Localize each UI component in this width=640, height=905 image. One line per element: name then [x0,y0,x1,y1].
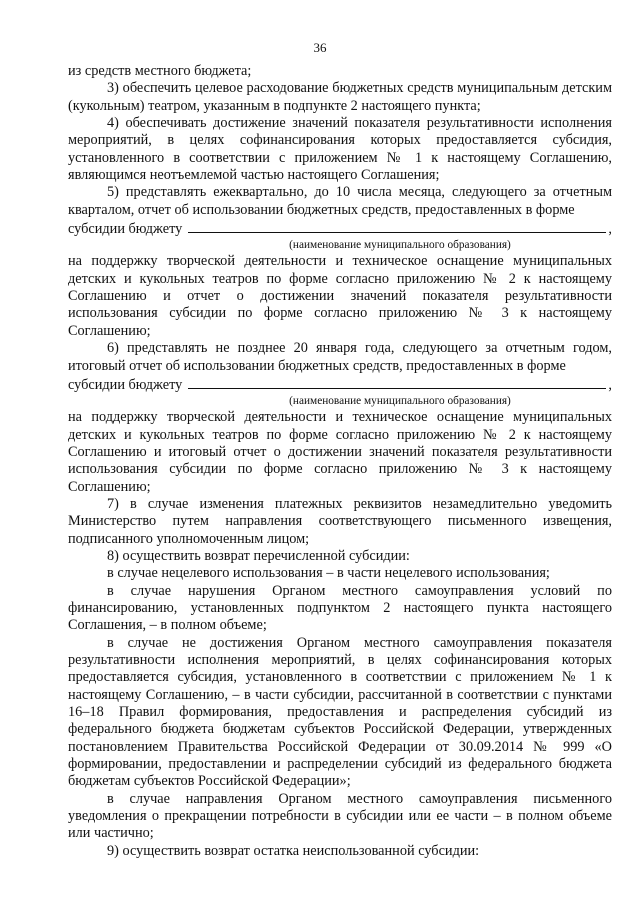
blank-underline [188,219,606,233]
paragraph: из средств местного бюджета; [68,63,252,79]
field-caption: (наименование муниципального образования) [289,239,511,252]
blank-fill-line [68,375,612,394]
fill-line-label: субсидии бюджету [68,221,183,238]
page-number: 36 [313,40,327,55]
paragraph: 6) представлять не позднее 20 января года, следующего за отчетным годом, итоговый отчет об использовании бюджетных средств, предоставленных в форме [68,340,612,374]
paragraph: на поддержку творческой деятельности и техническое оснащение муниципальных детских и кукольных театров по форме согласно приложению № 2 к настоящему Соглашению и итоговый отчет о достижении значений показателя результативности использования субсидии по форме согласно приложению № 3 к настоящему Соглашению; [68,409,612,495]
blank-underline [188,375,606,389]
fill-line-end: , [608,376,612,393]
paragraph: 7) в случае изменения платежных реквизитов незамедлительно уведомить Министерство путем направления соответствующего письменного извещения, подписанного уполномоченным лицом; [68,495,612,547]
paragraph: 4) обеспечивать достижение значений показателя результативности исполнения мероприятий, в целях софинансирования которых предоставляется субсидия, установленного в соответствии с приложением № 1 к настоящему Соглашению, являющимся неотъемлемой частью настоящего Соглашения; [68,115,612,184]
paragraph: 9) осуществить возврат остатка неиспользованной субсидии: [107,842,480,859]
field-caption: (наименование муниципального образования) [289,395,511,408]
fill-line-label: субсидии бюджету [68,376,183,393]
blank-fill-line [68,219,612,238]
paragraph: 5) представлять ежеквартально, до 10 числа месяца, следующего за отчетным кварталом, отчет об использовании бюджетных средств, предоставленных в форме [68,184,612,218]
paragraph: в случае нарушения Органом местного самоуправления условий по финансированию, установленных подпунктом 2 настоящего пункта настоящего Соглашения, – в полном объеме; [68,582,612,634]
paragraph: 8) осуществить возврат перечисленной субсидии: [107,547,410,564]
paragraph: 3) обеспечить целевое расходование бюджетных средств муниципальным детским (кукольным) театром, указанным в подпункте 2 настоящего пункта; [68,80,612,114]
fill-line-end: , [608,221,612,238]
paragraph: в случае не достижения Органом местного самоуправления показателя результативности исполнения мероприятий, в целях софинансирования которых предоставляется субсидия, установленного в соответствии с приложением № 1 к настоящему Соглашению, – в части субсидии, рассчитанной в соответствии с пунктами 16–18 Правил формирования, предоставления и распределения субсидий из федерального бюджета бюджетам субъектов Российской Федерации, утвержденных постановлением Правительства Российской Федерации от 30.09.2014 № 999 «О формировании, предоставлении и распределении субсидий из федерального бюджета бюджетам субъектов Российской Федерации»; [68,634,612,790]
document-body [68,63,612,860]
paragraph: в случае направления Органом местного самоуправления письменного уведомления о прекращении потребности в субсидии или ее части – в полном объеме или частично; [68,790,612,842]
paragraph: в случае нецелевого использования – в части нецелевого использования; [107,565,550,582]
paragraph: на поддержку творческой деятельности и техническое оснащение муниципальных детских и кукольных театров по форме согласно приложению № 2 к настоящему Соглашению и отчет о достижении значений показателя результативности использования субсидии по форме согласно приложению № 3 к настоящему Соглашению; [68,253,612,339]
